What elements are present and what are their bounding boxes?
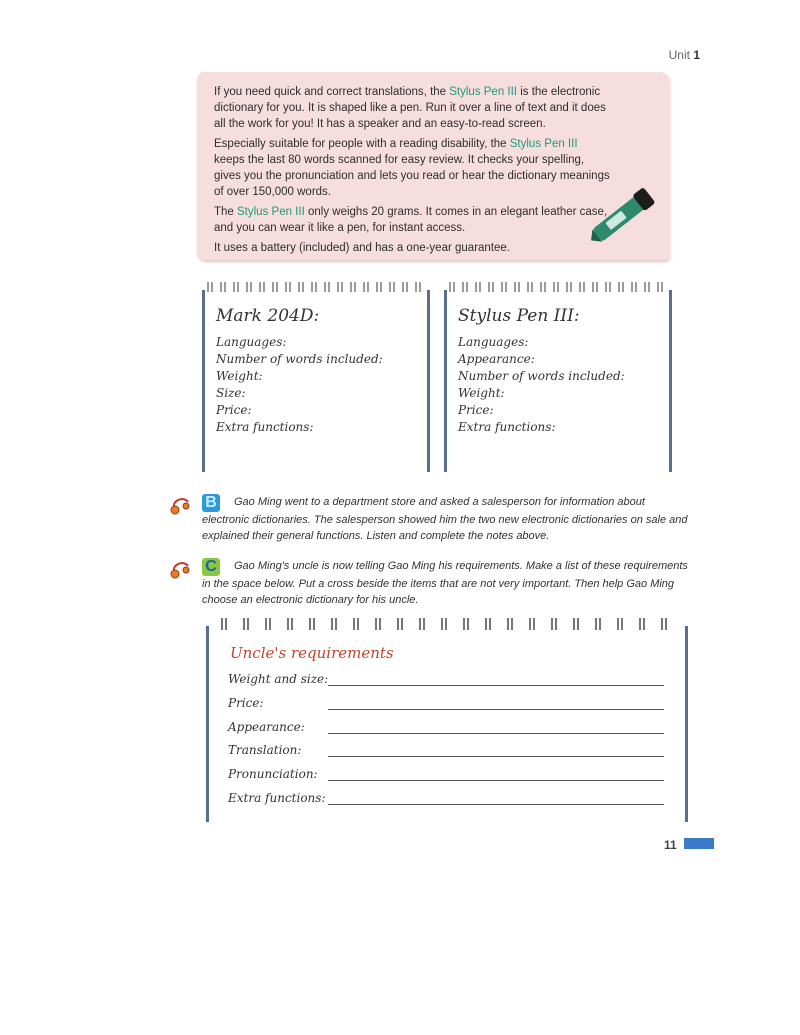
task-letter-c: C: [202, 558, 220, 576]
requirement-row: [228, 694, 668, 716]
requirement-row: [228, 765, 668, 787]
answer-line[interactable]: [328, 685, 664, 686]
notebook-mark-204d: [202, 280, 430, 472]
requirement-row: [228, 718, 668, 740]
product-name: Stylus Pen III: [449, 86, 518, 98]
task-b-text-block: [170, 494, 690, 544]
requirement-row: [228, 741, 668, 763]
spiral-binding: [202, 280, 430, 294]
field-label: Weight:: [458, 386, 505, 400]
task-b-text: Gao Ming went to a department store and asked a salesperson for information about electronic dictionaries. The salesperson showed him the two new electronic dictionaries on sale and explained their general functions. Listen and complete the notes above.: [202, 496, 688, 542]
task-c-text-block: [170, 558, 690, 608]
answer-line[interactable]: [328, 804, 664, 805]
notebook-fields: [216, 334, 383, 436]
unit-label: [669, 48, 700, 62]
requirement-row: [228, 670, 668, 692]
field-label: Number of words included:: [216, 352, 383, 366]
task-c-text: Gao Ming's uncle is now telling Gao Ming his requirements. Make a list of these requirements in the space below. Put a cross beside the items that are not very important. Then help Gao Ming choose an electronic dictionary for his uncle.: [202, 560, 688, 606]
notebook-edge: [685, 626, 688, 822]
requirement-label: Appearance:: [228, 720, 305, 734]
requirements-title: Uncle's requirements: [230, 644, 394, 662]
advert-paragraph-2: [214, 136, 610, 200]
field-label: Weight:: [216, 369, 263, 383]
task-c: [170, 558, 690, 608]
notebook-title: Stylus Pen III:: [458, 306, 580, 326]
task-letter-b: B: [202, 494, 220, 512]
requirement-label: Price:: [228, 696, 264, 710]
notebook-edge: [669, 290, 672, 472]
advert-text: If you need quick and correct translations, the: [214, 86, 450, 98]
unit-number: 1: [693, 48, 700, 62]
answer-line[interactable]: [328, 709, 664, 710]
field-label: Appearance:: [458, 352, 535, 366]
notebook-edge: [202, 290, 205, 472]
spiral-binding: [444, 280, 672, 294]
field-label: Price:: [458, 403, 494, 417]
unit-word: Unit: [668, 48, 690, 62]
task-b: [170, 494, 690, 544]
requirement-label: Pronunciation:: [228, 767, 318, 781]
answer-line[interactable]: [328, 780, 664, 781]
headphones-icon: [170, 496, 192, 516]
advert-paragraph-1: [214, 84, 610, 132]
advert-text: Especially suitable for people with a reading disability, the: [214, 138, 510, 150]
field-label: Languages:: [216, 335, 287, 349]
product-name: Stylus Pen III: [237, 206, 305, 218]
advert-paragraph-3: [214, 204, 610, 236]
answer-line[interactable]: [328, 756, 664, 757]
notebook-edge: [427, 290, 430, 472]
notebook-title: Mark 204D:: [216, 306, 320, 326]
notebook-stylus-pen: [444, 280, 672, 472]
notebook-edge: [206, 626, 209, 822]
requirement-label: Weight and size:: [228, 672, 329, 686]
requirement-label: Translation:: [228, 743, 302, 757]
requirement-row: [228, 789, 668, 811]
field-label: Extra functions:: [458, 420, 556, 434]
advert-text: only weighs 20 grams. It comes in an elegant leather case, and you can wear it like a pen, for instant access.: [214, 206, 608, 234]
spiral-binding: [206, 616, 688, 630]
advert-text: keeps the last 80 words scanned for easy review. It checks your spelling, gives you the pronunciation and lets you read or hear the dictionary meanings of over 150,000 words.: [214, 154, 610, 198]
answer-line[interactable]: [328, 733, 664, 734]
stylus-pen-advert: [198, 72, 670, 260]
page-number-bar: [684, 838, 714, 849]
headphones-icon: [170, 560, 192, 580]
notebook-edge: [444, 290, 447, 472]
field-label: Price:: [216, 403, 252, 417]
field-label: Size:: [216, 386, 246, 400]
advert-text: The: [214, 206, 238, 218]
notebook-fields: [458, 334, 625, 436]
field-label: Extra functions:: [216, 420, 314, 434]
page-number: 11: [664, 838, 677, 852]
advert-paragraph-4: It uses a battery (included) and has a one-year guarantee.: [214, 242, 510, 254]
stylus-pen-illustration: [582, 180, 662, 250]
advert-text: is the electronic dictionary for you. It is shaped like a pen. Run it over a line of text and it does all the work for you! It has a speaker and an easy-to-read screen.: [214, 86, 606, 130]
product-name: Stylus Pen III: [509, 138, 578, 150]
field-label: Number of words included:: [458, 369, 625, 383]
requirement-label: Extra functions:: [228, 791, 326, 805]
field-label: Languages:: [458, 335, 529, 349]
